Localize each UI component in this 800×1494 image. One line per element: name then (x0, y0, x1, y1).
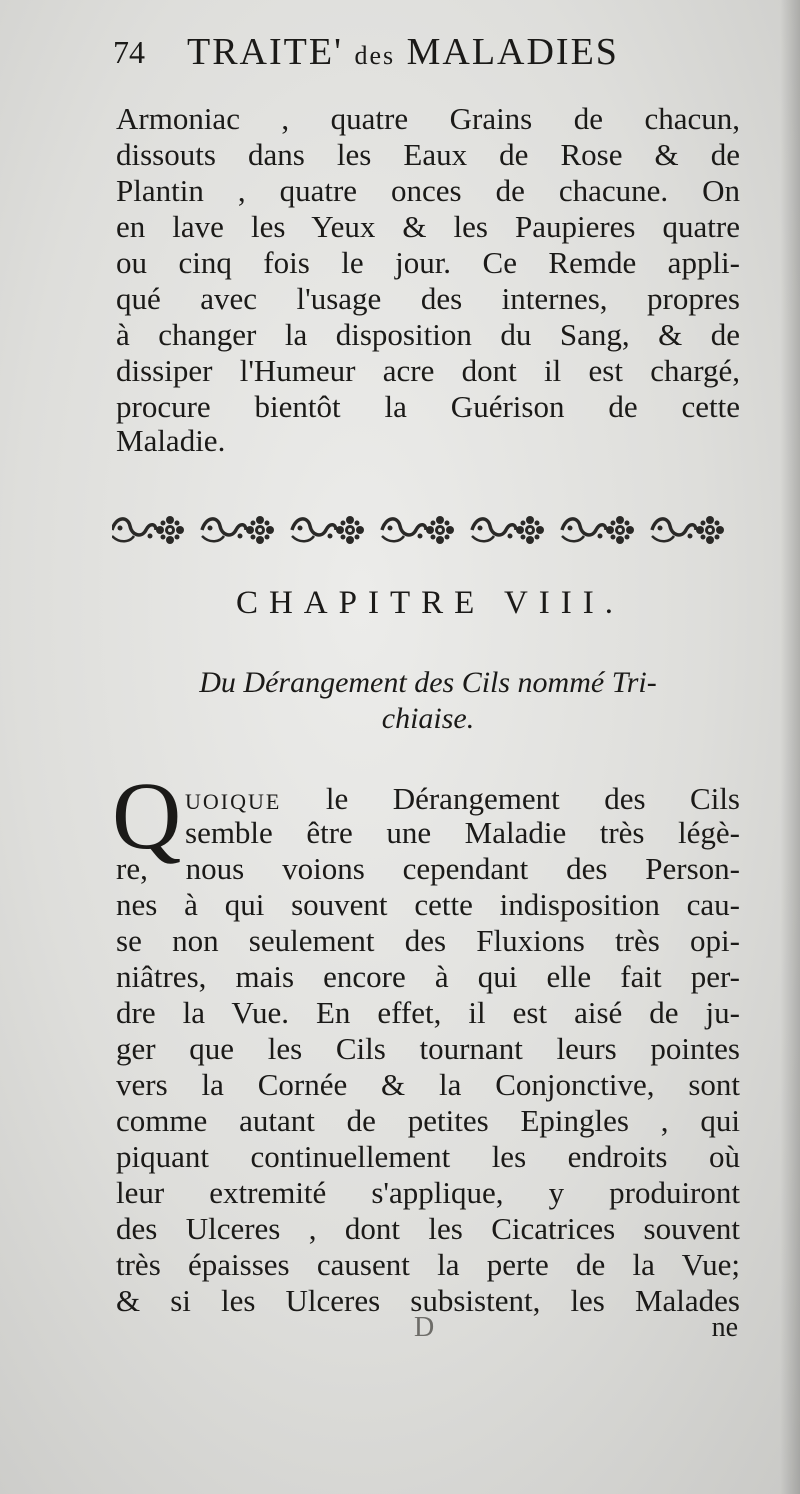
running-title (187, 30, 619, 74)
chapter-subtitle-line: Du Dérangement des Cils nommé Tri- (199, 666, 657, 699)
catchword: ne (711, 1312, 738, 1343)
chapter-subtitle-line: chiaise. (381, 702, 475, 735)
text-line: niâtres, mais encore à qui elle fait per- (116, 959, 740, 994)
text-line: se non seulement des Fluxions très opi- (116, 923, 740, 958)
text-line: à changer la disposition du Sang, & de (116, 317, 740, 352)
text-line: ou cinq fois le jour. Ce Remde appli- (116, 245, 740, 280)
running-title-part2: des (354, 41, 396, 70)
text-line: dissouts dans les Eaux de Rose & de (116, 137, 740, 172)
text-line: vers la Cornée & la Conjonctive, sont (116, 1067, 740, 1102)
text-line: nes à qui souvent cette indisposition cau- (116, 887, 740, 922)
lead-word: uoique (185, 781, 282, 816)
text-line: & si les Ulceres subsistent, les Malades (116, 1283, 740, 1318)
line-continuation: le Dérangement des Cils (281, 781, 740, 816)
text-line: comme autant de petites Epingles , qui (116, 1103, 740, 1138)
page-footer (116, 1312, 740, 1352)
text-line: Plantin , quatre onces de chacune. On (116, 173, 740, 208)
text-line: en lave les Yeux & les Paupieres quatre (116, 209, 740, 244)
text-line: re, nous voions cependant des Person- (116, 851, 740, 886)
text-line: semble être une Maladie très légè- (185, 815, 740, 850)
chapter-heading: CHAPITRE VIII. (235, 585, 625, 621)
drop-cap: Q (112, 762, 182, 869)
text-line: des Ulceres , dont les Cicatrices souvent (116, 1211, 740, 1246)
text-line: procure bientôt la Guérison de cette (116, 389, 740, 424)
text-line: très épaisses causent la perte de la Vue; (116, 1247, 740, 1282)
signature-mark: D (414, 1312, 435, 1343)
page-number: 74 (113, 34, 145, 70)
text-line: leur extremité s'applique, y produiront (116, 1175, 740, 1210)
running-title-part1: TRAITE' (187, 31, 343, 73)
text-line: piquant continuellement les endroits où (116, 1139, 740, 1174)
text-line: dissiper l'Humeur acre dont il est chargé, (116, 353, 740, 388)
text-line: Maladie. (116, 423, 226, 458)
ornament-band (112, 508, 742, 552)
text-line (185, 780, 740, 818)
text-line: qué avec l'usage des internes, propres (116, 281, 740, 316)
running-title-part3: MALADIES (406, 31, 619, 73)
text-line: ger que les Cils tournant leurs pointes (116, 1031, 740, 1066)
running-header (113, 30, 743, 80)
text-line: dre la Vue. En effet, il est aisé de ju- (116, 995, 740, 1030)
text-line: Armoniac , quatre Grains de chacun, (116, 101, 740, 136)
